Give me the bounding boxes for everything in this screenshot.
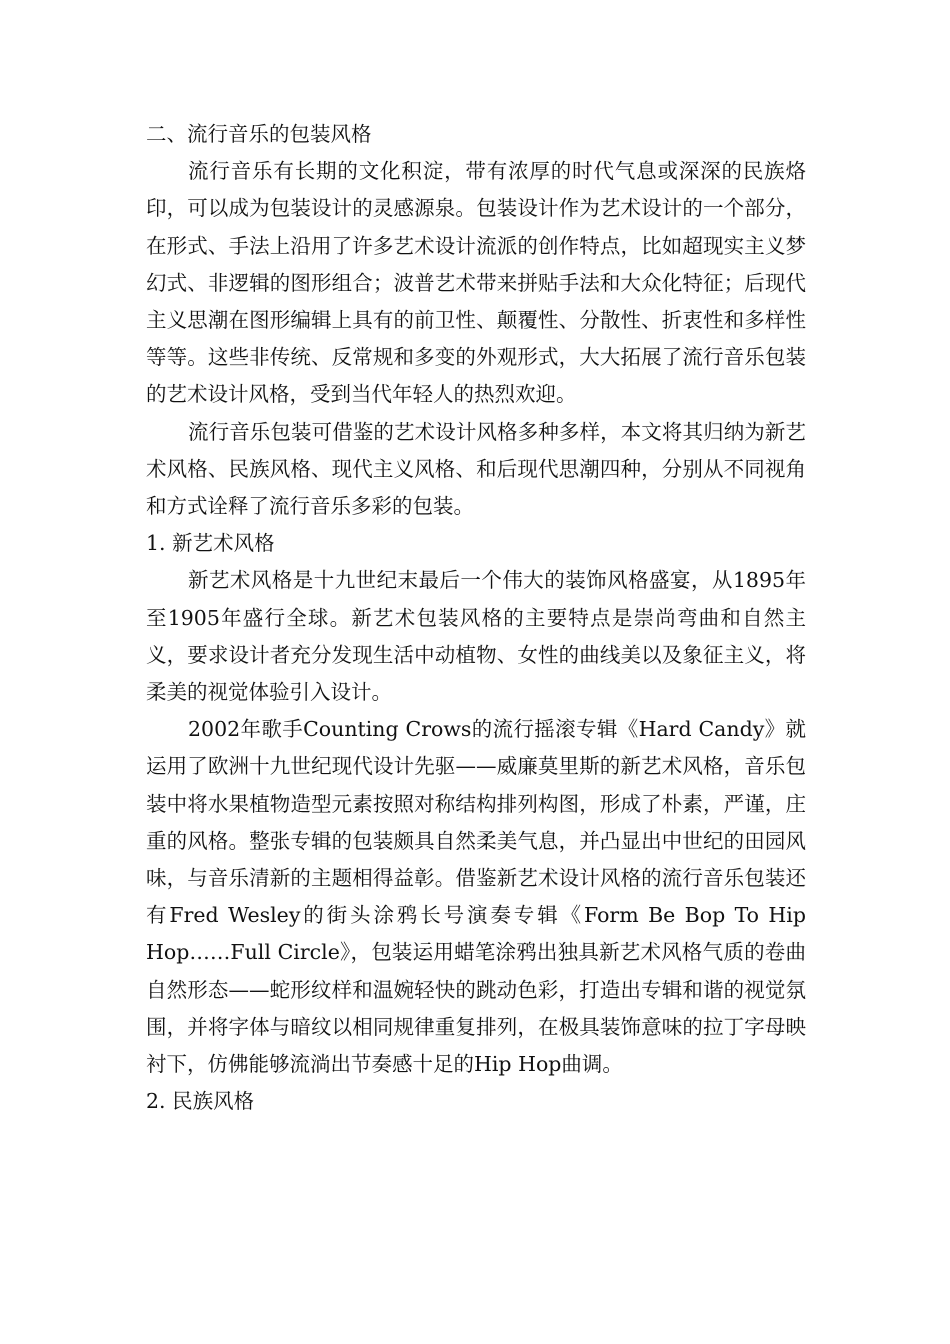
paragraph-art-nouveau-examples: 2002年歌手Counting Crows的流行摇滚专辑《Hard Candy》就运用了欧洲十九世纪现代设计先驱——威廉莫里斯的新艺术风格，音乐包装中将水果植物造型元素按照对称结构排列构图，形成了朴素，严谨，庄重的风格。整张专辑的包装颇具自然柔美气息，并凸显出中世纪的田园风味，与音乐清新的主题相得益彰。借鉴新艺术设计风格的流行音乐包装还有Fred Wesley的街头涂鸦长号演奏专辑《Form Be Bop To Hip Hop……Full Circle》，包装运用蜡笔涂鸦出独具新艺术风格气质的卷曲自然形态——蛇形纹样和温婉轻快的跳动色彩，打造出专辑和谐的视觉氛围，并将字体与暗纹以相同规律重复排列，在极具装饰意味的拉丁字母映衬下，仿佛能够流淌出节奏感十足的Hip Hop曲调。: [146, 717, 806, 1077]
section-heading: 二、流行音乐的包装风格: [146, 122, 372, 146]
document-page: [146, 116, 806, 1120]
subheading-ethnic-style: 2. 民族风格: [146, 1089, 255, 1114]
paragraph-styles-overview: 流行音乐包装可借鉴的艺术设计风格多种多样，本文将其归纳为新艺术风格、民族风格、现代主义风格、和后现代思潮四种，分别从不同视角和方式诠释了流行音乐多彩的包装。: [146, 419, 806, 519]
subheading-art-nouveau: 1. 新艺术风格: [146, 531, 275, 556]
paragraph-intro: 流行音乐有长期的文化积淀，带有浓厚的时代气息或深深的民族烙印，可以成为包装设计的灵感源泉。包装设计作为艺术设计的一个部分，在形式、手法上沿用了许多艺术设计流派的创作特点，比如超现实主义梦幻式、非逻辑的图形组合；波普艺术带来拼贴手法和大众化特征；后现代主义思潮在图形编辑上具有的前卫性、颠覆性、分散性、折衷性和多样性等等。这些非传统、反常规和多变的外观形式，大大拓展了流行音乐包装的艺术设计风格，受到当代年轻人的热烈欢迎。: [146, 159, 806, 407]
paragraph-art-nouveau-definition: 新艺术风格是十九世纪末最后一个伟大的装饰风格盛宴，从1895年至1905年盛行全球。新艺术包装风格的主要特点是崇尚弯曲和自然主义，要求设计者充分发现生活中动植物、女性的曲线美以及象征主义，将柔美的视觉体验引入设计。: [146, 568, 806, 705]
